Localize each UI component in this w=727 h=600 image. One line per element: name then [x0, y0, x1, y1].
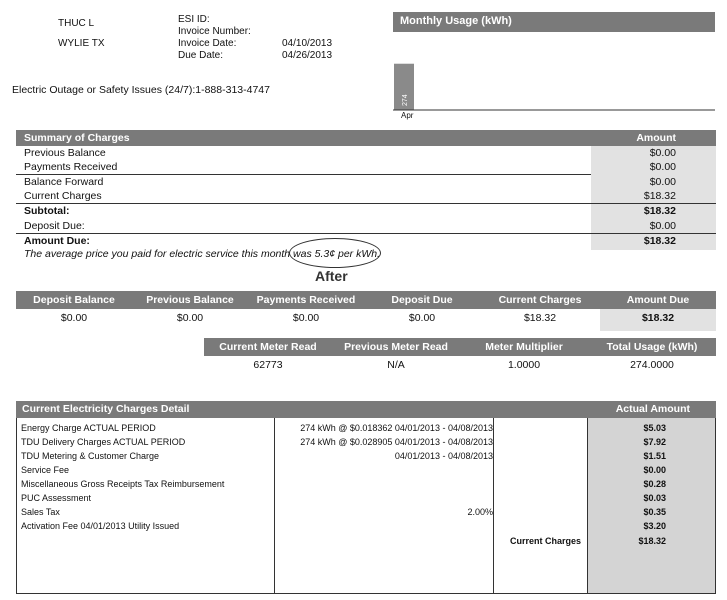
deposit-balance-value: $0.00: [60, 312, 88, 324]
total-usage-header: Total Usage (kWh): [606, 341, 698, 353]
summary-label: Subtotal:: [24, 205, 70, 217]
deposit-due-value: $0.00: [408, 312, 436, 324]
detail-desc: Energy Charge ACTUAL PERIOD: [21, 423, 156, 433]
usage-chart-title: Monthly Usage (kWh): [393, 12, 715, 32]
summary-title: Summary of Charges: [24, 132, 130, 144]
summary-row-subtotal: [24, 205, 676, 217]
detail-desc: TDU Delivery Charges ACTUAL PERIOD: [21, 437, 186, 447]
detail-row: [16, 437, 716, 451]
detail-qty: 274 kWh @ $0.028905 04/01/2013 - 04/08/2013: [300, 437, 493, 447]
summary-value: $0.00: [649, 147, 676, 159]
outage-line: Electric Outage or Safety Issues (24/7):1-888-313-4747: [12, 84, 270, 96]
detail-amount: $1.51: [643, 451, 666, 461]
summary-label: Payments Received: [24, 161, 118, 173]
detail-row: [16, 493, 716, 507]
current-charges-header: Current Charges: [498, 294, 582, 306]
total-usage-value: 274.0000: [630, 359, 674, 371]
usage-chart: [393, 32, 715, 112]
payments-received-header: Payments Received: [256, 294, 356, 306]
summary-value: $18.32: [643, 235, 676, 247]
usage-bar-value: 274: [402, 94, 409, 106]
summary-label: Balance Forward: [24, 176, 104, 188]
summary-value: $0.00: [649, 161, 676, 173]
detail-row: [16, 479, 716, 493]
current-meter-read-value: 62773: [253, 359, 283, 371]
esi-id-label: ESI ID:: [178, 14, 210, 25]
previous-balance-header: Previous Balance: [146, 294, 234, 306]
due-date: 04/26/2013: [282, 50, 333, 61]
previous-balance-value: $0.00: [176, 312, 204, 324]
detail-total-label: Current Charges: [510, 536, 582, 546]
amount-due-header: Amount Due: [626, 294, 690, 306]
summary-value: $0.00: [649, 176, 676, 188]
detail-amount: $3.20: [643, 521, 666, 531]
summary-label: Deposit Due:: [24, 220, 85, 232]
summary-row-payments-received: [24, 161, 676, 173]
summary-row-current-charges: [24, 190, 676, 202]
payments-received-value: $0.00: [292, 312, 320, 324]
detail-total-amount: $18.32: [638, 536, 666, 546]
detail-qty: 04/01/2013 - 04/08/2013: [394, 451, 493, 461]
detail-desc: Miscellaneous Gross Receipts Tax Reimbursement: [21, 479, 225, 489]
detail-amount: $0.28: [643, 479, 666, 489]
deposit-values: [16, 309, 716, 331]
detail-amount: $7.92: [643, 437, 666, 447]
summary-value: $0.00: [649, 220, 676, 232]
detail-qty: 274 kWh @ $0.018362 04/01/2013 - 04/08/2013: [300, 423, 493, 433]
summary-value: $18.32: [643, 205, 676, 217]
summary-label: Amount Due:: [24, 235, 90, 247]
invoice-number-label: Invoice Number:: [178, 26, 251, 37]
detail-header: [16, 401, 716, 418]
detail-qty: 2.00%: [467, 507, 493, 517]
detail-amount: $0.03: [643, 493, 666, 503]
detail-total-row: [16, 536, 716, 550]
average-price-note: The average price you paid for electric service this month was 5.3¢ per kWh.: [24, 248, 380, 260]
customer-name: THUC L: [58, 18, 95, 29]
deposit-header: [16, 291, 716, 309]
summary-header: [16, 130, 716, 146]
detail-amount-header: Actual Amount: [615, 403, 690, 415]
summary-row-balance-forward: [24, 176, 676, 188]
after-annotation: After: [315, 268, 348, 284]
detail-amount: $0.00: [643, 465, 666, 475]
detail-desc: TDU Metering & Customer Charge: [21, 451, 160, 461]
detail-desc: Activation Fee 04/01/2013 Utility Issued: [21, 521, 180, 531]
summary-row-previous-balance: [24, 147, 676, 159]
meter-multiplier-header: Meter Multiplier: [485, 341, 563, 353]
divider: [16, 233, 716, 234]
detail-row: [16, 521, 716, 535]
due-date-label: Due Date:: [178, 50, 224, 61]
invoice-date-label: Invoice Date:: [178, 38, 237, 49]
meter-multiplier-value: 1.0000: [507, 359, 541, 371]
invoice-date: 04/10/2013: [282, 38, 333, 49]
divider: [16, 174, 591, 175]
detail-title: Current Electricity Charges Detail: [22, 403, 190, 415]
detail-desc: Service Fee: [21, 465, 70, 475]
detail-amount: $5.03: [643, 423, 666, 433]
annotation-circle: [289, 238, 381, 268]
summary-amount-header: Amount: [636, 132, 676, 144]
divider: [16, 203, 716, 204]
previous-meter-read-value: N/A: [387, 359, 405, 371]
detail-row: [16, 423, 716, 437]
invoice-info: [178, 14, 378, 62]
current-charges-value: $18.32: [523, 312, 557, 324]
customer-location: WYLIE TX: [58, 38, 105, 49]
detail-amount: $0.35: [643, 507, 666, 517]
detail-row: [16, 465, 716, 479]
detail-row: [16, 507, 716, 521]
detail-row: [16, 451, 716, 465]
detail-desc: Sales Tax: [21, 507, 60, 517]
current-meter-read-header: Current Meter Read: [219, 341, 317, 353]
meter-values: [204, 356, 716, 376]
summary-label: Current Charges: [24, 190, 102, 202]
usage-month: Apr: [401, 111, 414, 120]
summary-row-deposit-due: [24, 220, 676, 232]
previous-meter-read-header: Previous Meter Read: [344, 341, 448, 353]
summary-label: Previous Balance: [24, 147, 106, 159]
meter-header: [204, 338, 716, 356]
summary-value: $18.32: [643, 190, 676, 202]
deposit-due-header: Deposit Due: [391, 294, 453, 306]
detail-desc: PUC Assessment: [21, 493, 92, 503]
customer-block: [58, 14, 105, 54]
amount-due-value: $18.32: [641, 312, 675, 324]
deposit-balance-header: Deposit Balance: [33, 294, 115, 306]
